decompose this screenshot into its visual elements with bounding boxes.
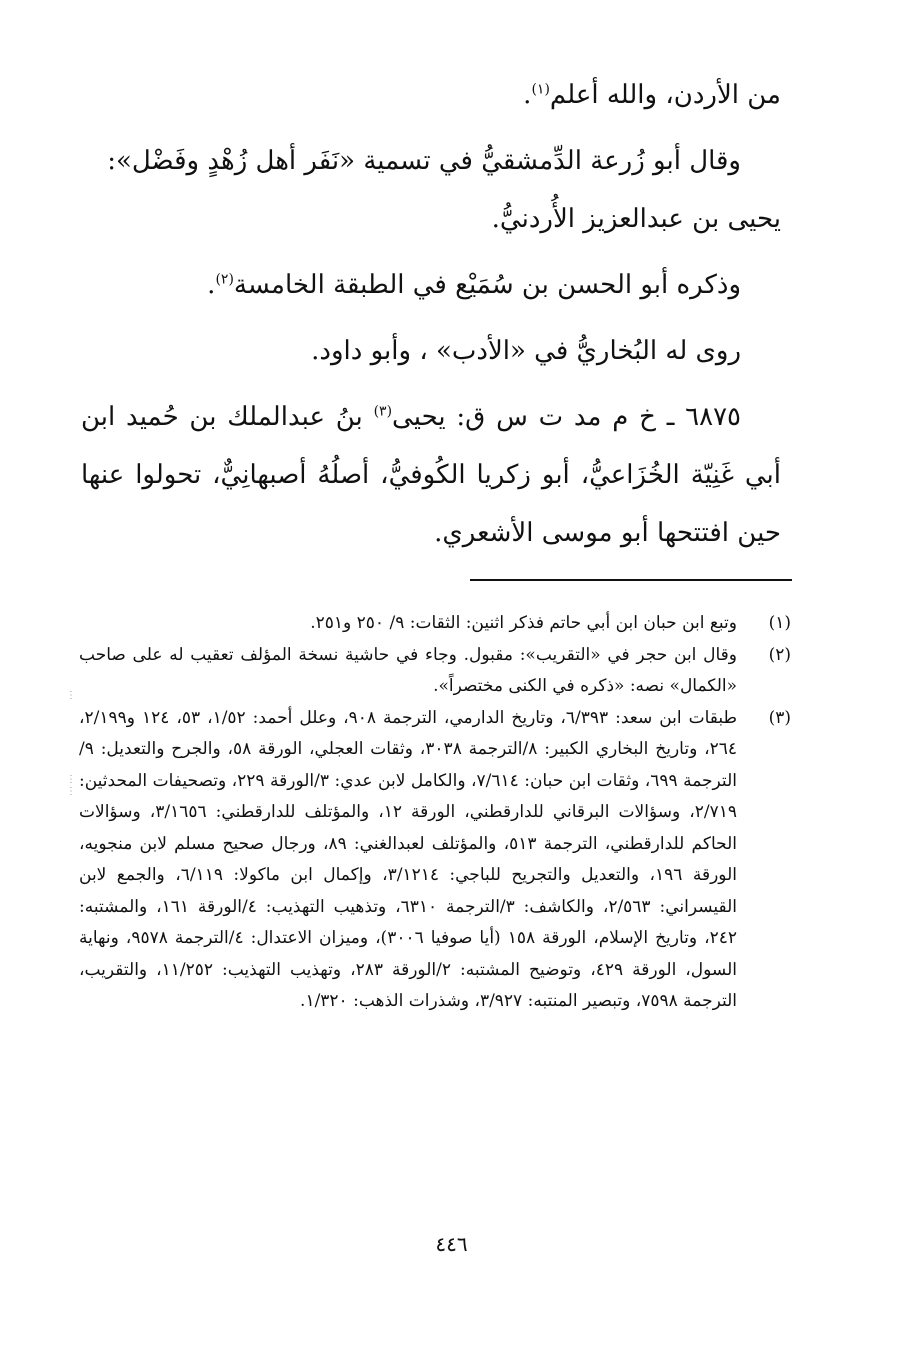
footnote-text: طبقات ابن سعد: ٦/٣٩٣، وتاريخ الدارمي، الترجمة ٩٠٨، وعلل أحمد: ١/٥٢، ٥٣، ١٢٤ و٢/١٩٩، ٢٦٤، وتاريخ البخاري الكبير: ٨/الترجمة ٣٠٣٨، وثقات العجلي، الورقة ٥٨، والجرح والتعديل: ٩/الترجمة ٦٩٩، وثقات ابن حبان: ٧/٦١٤، والكامل لابن عدي: ٣/الورقة ٢٢٩، وتصحيفات المحدثين: ٢/٧١٩، وسؤالات البرقاني للدارقطني، الورقة ١٢، والمؤتلف للدارقطني: ٣/١٦٥٦، وسؤالات الحاكم للدارقطني، الترجمة ٥١٣، والمؤتلف لعبدالغني: ٨٩، ورجال صحيح مسلم لابن منجويه، الورقة ١٩٦، والتعديل والتجريح للباجي: ٣/١٢١٤، وإكمال ابن ماكولا: ٦/١١٩، والجمع لابن القيسراني: ٢/٥٦٣، والكاشف: ٣/الترجمة ٦٣١٠، وتذهيب التهذيب: ٤/الورقة ١٦١، والمشتبه: ٢٤٢، وتاريخ الإسلام، الورقة ١٥٨ (أيا صوفيا ٣٠٠٦)، وميزان الاعتدال: ٤/الترجمة ٩٥٧٨، ونهاية السول، الورقة ٤٢٩، وتوضيح المشتبه: ٢/الورقة ٢٨٣، وتهذيب التهذيب: ١١/٢٥٢، والتقريب، الترجمة ٧٥٩٨، وتبصير المنتبه: ٣/٩٢٧، وشذرات الذهب: ١/٣٢٠. bbox=[79, 707, 738, 1011]
footnote-2 bbox=[79, 640, 791, 703]
main-text bbox=[81, 66, 781, 562]
footnote-marker-3[interactable]: (٣) bbox=[373, 403, 393, 420]
footnote-number: (٣) bbox=[768, 707, 791, 728]
footnote-text: وقال ابن حجر في «التقريب»: مقبول. وجاء في حاشية نسخة المؤلف تعقيب له على صاحب «الكمال» نصه: «ذكره في الكنى مختصراً». bbox=[79, 644, 737, 696]
footnote-3 bbox=[79, 703, 791, 1018]
paragraph-1 bbox=[81, 66, 781, 124]
footnote-marker-1[interactable]: (١) bbox=[531, 81, 550, 98]
entry-6875 bbox=[81, 388, 781, 562]
footnote-separator bbox=[470, 579, 792, 581]
paragraph-1-end: . bbox=[523, 80, 532, 110]
paragraph-2-line-1: وقال أبو زُرعة الدِّمشقيُّ في تسمية «نَفَر أهل زُهْدٍ وفَضْل»: bbox=[107, 146, 741, 176]
page-number: ٤٤٦ bbox=[435, 1232, 468, 1256]
footnote-1 bbox=[79, 608, 791, 640]
entry-text: بنُ عبدالملك بن حُميد ابن أبي غَنِيّة الخُزَاعيُّ، أبو زكريا الكُوفيُّ، أصلُهُ أصبهانِيٌّ، تحولوا عنها حين افتتحها أبو موسى الأشعري. bbox=[81, 402, 781, 548]
paragraph-2-line-2: يحيى بن عبدالعزيز الأُردنيُّ. bbox=[491, 204, 781, 234]
paragraph-4: روى له البُخاريُّ في «الأدب» ، وأبو داود. bbox=[311, 336, 741, 366]
paragraph-3-text: وذكره أبو الحسن بن سُمَيْع في الطبقة الخامسة bbox=[233, 270, 741, 300]
footnote-number: (١) bbox=[768, 613, 791, 633]
paragraph-3-end: . bbox=[207, 270, 216, 300]
footnote-text: وتبع ابن حبان ابن أبي حاتم فذكر اثنين: الثقات: ٩/ ٢٥٠ و٢٥١. bbox=[310, 613, 737, 633]
footnote-marker-2[interactable]: (٢) bbox=[215, 271, 234, 288]
footnotes bbox=[79, 608, 791, 1018]
footnote-number: (٢) bbox=[768, 644, 791, 665]
paragraph-3 bbox=[81, 256, 781, 314]
scan-margin-marks: ⋮ ⋮ ⋮ bbox=[66, 690, 76, 797]
entry-heading: ٦٨٧٥ ـ خ م مد ت س ق: يحيى bbox=[392, 402, 742, 432]
paragraph-2 bbox=[81, 132, 781, 248]
paragraph-1-text: من الأردن، والله أعلم bbox=[549, 80, 781, 110]
